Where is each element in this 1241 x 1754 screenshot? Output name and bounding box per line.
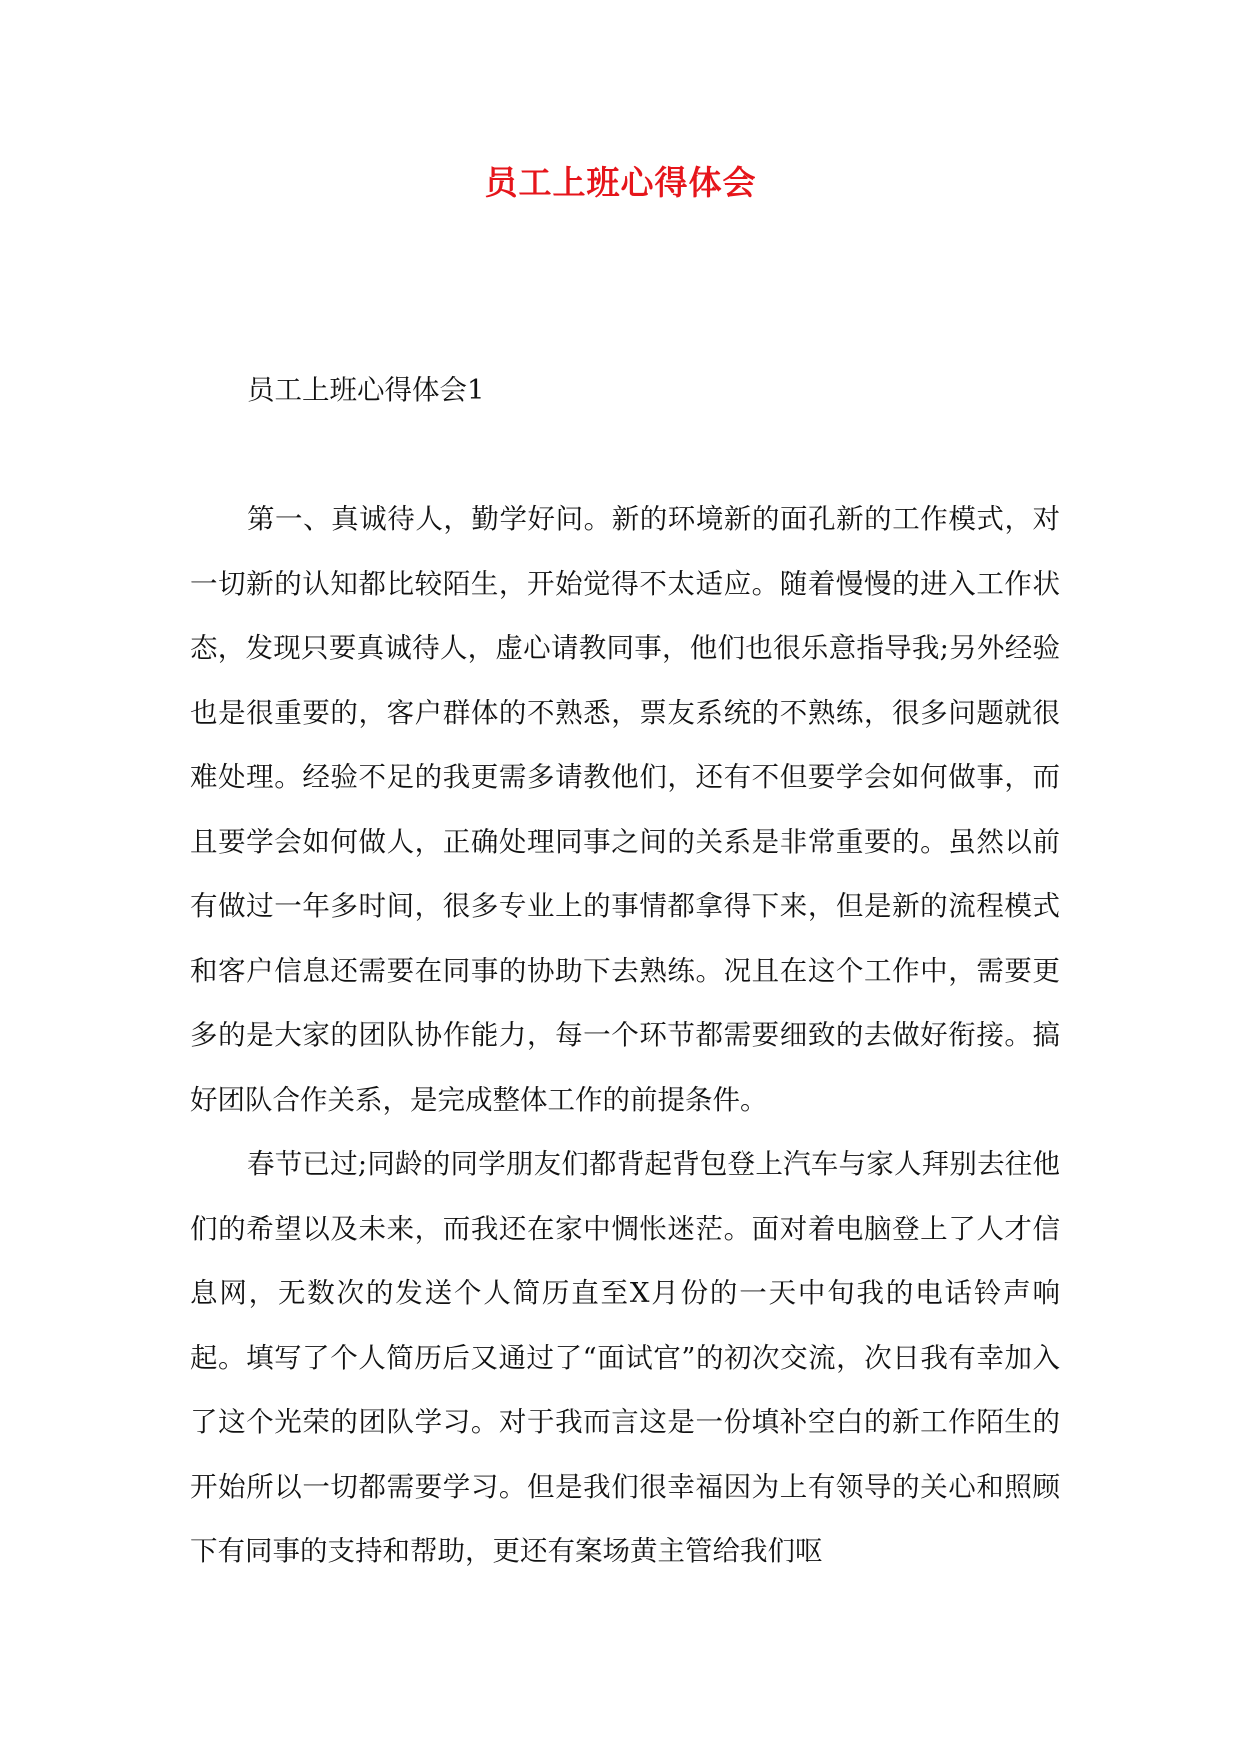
document-title: 员工上班心得体会 [484,163,757,202]
document-body [190,358,1060,1584]
section-gap [190,423,1060,488]
paragraph-1: 第一、真诚待人，勤学好问。新的环境新的面孔新的工作模式，对一切新的认知都比较陌生，开始觉得不太适应。随着慢慢的进入工作状态，发现只要真诚待人，虚心请教同事，他们也很乐意指导我;另外经验也是很重要的，客户群体的不熟悉，票友系统的不熟练，很多问题就很难处理。经验不足的我更需多请教他们，还有不但要学会如何做事，而且要学会如何做人，正确处理同事之间的关系是非常重要的。虽然以前有做过一年多时间，很多专业上的事情都拿得下来，但是新的流程模式和客户信息还需要在同事的协助下去熟练。况且在这个工作中，需要更多的是大家的团队协作能力，每一个环节都需要细致的去做好衔接。搞好团队合作关系，是完成整体工作的前提条件。 [190,503,1060,1116]
section-heading: 员工上班心得体会1 [247,374,485,406]
paragraph-2: 春节已过;同龄的同学朋友们都背起背包登上汽车与家人拜别去往他们的希望以及未来，而我还在家中惆怅迷茫。面对着电脑登上了人才信息网，无数次的发送个人简历直至X月份的一天中旬我的电话铃声响起。填写了个人简历后又通过了“面试官”的初次交流，次日我有幸加入了这个光荣的团队学习。对于我而言这是一份填补空白的新工作陌生的开始所以一切都需要学习。但是我们很幸福因为上有领导的关心和照顾下有同事的支持和帮助，更还有案场黄主管给我们呕 [190,1148,1060,1567]
